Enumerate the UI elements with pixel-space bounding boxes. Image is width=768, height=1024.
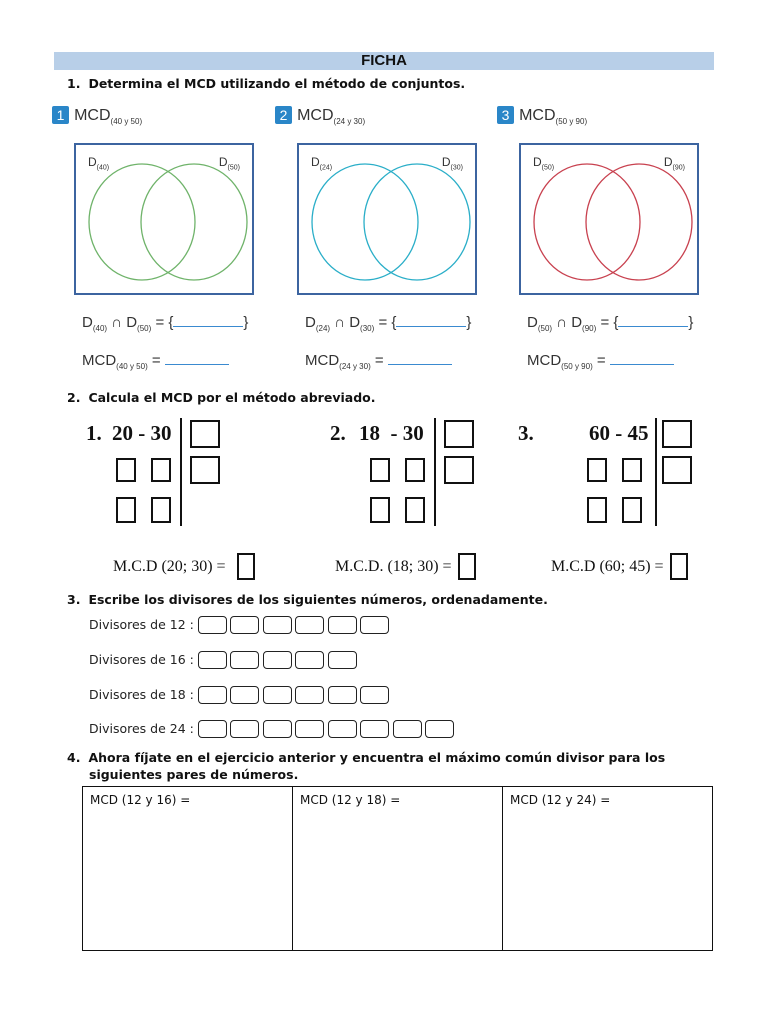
mcd-heading bbox=[519, 107, 588, 127]
divisor-box[interactable] bbox=[198, 720, 227, 738]
intersection-answer-blank[interactable] bbox=[618, 314, 688, 327]
divisors-row bbox=[89, 649, 360, 669]
venn-circles bbox=[521, 145, 697, 293]
set-circle-right[interactable] bbox=[586, 164, 692, 280]
divisors-row bbox=[89, 718, 458, 738]
divisors-row bbox=[89, 614, 393, 634]
set-letter: D bbox=[527, 314, 538, 331]
answer-cell-mcd-12-24[interactable] bbox=[503, 787, 713, 951]
set-letter: D bbox=[349, 314, 361, 331]
exercise-numbers bbox=[589, 421, 649, 446]
intersection-answer-blank[interactable] bbox=[396, 314, 466, 327]
mcd-heading bbox=[74, 107, 143, 127]
set-circle-left[interactable] bbox=[89, 164, 195, 280]
set-letter: D bbox=[311, 155, 320, 169]
divisor-box[interactable] bbox=[295, 651, 324, 669]
divisor-box[interactable] bbox=[393, 720, 422, 738]
divisors-row bbox=[89, 684, 393, 704]
answer-box[interactable] bbox=[116, 458, 136, 482]
divisor-box[interactable] bbox=[295, 686, 324, 704]
intersection-answer-blank[interactable] bbox=[173, 314, 243, 327]
venn-circles bbox=[299, 145, 475, 293]
divisors-label: Divisores de 24 : bbox=[89, 721, 194, 736]
exercise-label: 1. bbox=[86, 421, 102, 445]
number-badge: 2 bbox=[275, 106, 292, 124]
exercise-label: 2. bbox=[330, 421, 346, 445]
venn-diagram bbox=[74, 143, 254, 295]
divisor-box[interactable] bbox=[230, 616, 259, 634]
mcd-text: MCD bbox=[305, 352, 340, 369]
equals-sign: = bbox=[151, 352, 161, 369]
mcd-result-box[interactable] bbox=[670, 553, 688, 580]
answer-box[interactable] bbox=[190, 456, 220, 484]
question-1 bbox=[67, 76, 465, 91]
mcd-text: MCD bbox=[74, 107, 111, 124]
divisors-label: Divisores de 18 : bbox=[89, 687, 194, 702]
set-subscript: (90) bbox=[672, 164, 685, 172]
set-subscript: (24) bbox=[319, 164, 333, 172]
question-1-text: Determina el MCD utilizando el método de conjuntos. bbox=[88, 76, 466, 91]
closing-brace: } bbox=[243, 314, 249, 331]
answer-box[interactable] bbox=[405, 458, 425, 482]
answer-box[interactable] bbox=[587, 458, 607, 482]
intersection-symbol: ∩ bbox=[334, 314, 346, 331]
mcd-answer-blank[interactable] bbox=[388, 354, 452, 365]
divisor-box[interactable] bbox=[263, 616, 292, 634]
divisor-box[interactable] bbox=[328, 686, 357, 704]
exercise-label: 3. bbox=[518, 421, 534, 445]
number-badge: 1 bbox=[52, 106, 69, 124]
intersection-formula bbox=[527, 314, 693, 333]
answer-box[interactable] bbox=[190, 420, 220, 448]
number-b: 30 bbox=[402, 421, 424, 445]
number-badge: 3 bbox=[497, 106, 514, 124]
number-b: 30 bbox=[150, 421, 172, 445]
closing-brace: } bbox=[466, 314, 472, 331]
intersection-formula bbox=[82, 314, 248, 333]
equals-brace: = { bbox=[155, 314, 174, 331]
set-circle-left[interactable] bbox=[312, 164, 418, 280]
set-letter: D bbox=[88, 155, 97, 169]
divisor-boxes bbox=[198, 649, 361, 668]
mcd-result-formula bbox=[527, 352, 674, 371]
divisor-box[interactable] bbox=[198, 686, 227, 704]
set-subscript: (40) bbox=[96, 164, 110, 172]
answer-box[interactable] bbox=[151, 497, 171, 523]
set-letter: D bbox=[82, 314, 93, 331]
answer-box[interactable] bbox=[370, 458, 390, 482]
equals-sign: = bbox=[374, 352, 384, 369]
set-subscript: (50) bbox=[537, 324, 553, 333]
set-subscript: (50) bbox=[137, 324, 152, 333]
answer-cell-mcd-12-16[interactable] bbox=[83, 787, 293, 951]
mcd-subscript: (50 y 90) bbox=[555, 117, 588, 127]
cell-label: MCD (12 y 18) = bbox=[300, 793, 401, 807]
answer-box[interactable] bbox=[151, 458, 171, 482]
question-4 bbox=[67, 750, 665, 765]
exercise-header bbox=[497, 105, 587, 126]
set-letter: D bbox=[218, 155, 228, 169]
answer-box[interactable] bbox=[370, 497, 390, 523]
set-subscript: (40) bbox=[92, 324, 108, 333]
answer-box[interactable] bbox=[622, 497, 642, 523]
venn-diagram bbox=[297, 143, 477, 295]
question-4-line2: siguientes pares de números. bbox=[89, 767, 299, 782]
mcd-result-label: M.C.D (60; 45) = bbox=[551, 558, 664, 575]
set-subscript: (24) bbox=[315, 324, 331, 333]
divisor-box[interactable] bbox=[198, 651, 227, 669]
set-letter: D bbox=[126, 314, 138, 331]
division-line bbox=[434, 418, 436, 526]
venn-diagram bbox=[519, 143, 699, 295]
divisors-label: Divisores de 16 : bbox=[89, 652, 194, 667]
divisor-box[interactable] bbox=[425, 720, 454, 738]
answer-box[interactable] bbox=[622, 458, 642, 482]
set-subscript: (50) bbox=[227, 164, 240, 172]
answer-cell-mcd-12-18[interactable] bbox=[293, 787, 503, 951]
set-letter: D bbox=[305, 314, 316, 331]
exercise-numbers bbox=[112, 421, 172, 446]
mcd-answer-blank[interactable] bbox=[165, 354, 229, 365]
equals-brace: = { bbox=[378, 314, 397, 331]
equals-sign: = bbox=[596, 352, 606, 369]
divisor-box[interactable] bbox=[230, 651, 259, 669]
divisor-box[interactable] bbox=[295, 720, 324, 738]
mcd-result-box[interactable] bbox=[458, 553, 476, 580]
cell-label: MCD (12 y 16) = bbox=[90, 793, 191, 807]
intersection-symbol: ∩ bbox=[556, 314, 568, 331]
set-letter: D bbox=[441, 155, 451, 169]
question-3-number: 3. bbox=[67, 592, 81, 607]
dash: - bbox=[138, 421, 146, 445]
divisor-box[interactable] bbox=[230, 720, 259, 738]
page-title: FICHA bbox=[54, 52, 714, 70]
division-line bbox=[655, 418, 657, 526]
divisor-box[interactable] bbox=[230, 686, 259, 704]
divisor-box[interactable] bbox=[263, 686, 292, 704]
set-subscript: (30) bbox=[360, 324, 375, 333]
divisor-boxes bbox=[198, 684, 393, 703]
intersection-formula bbox=[305, 314, 471, 333]
mcd-text: MCD bbox=[519, 107, 556, 124]
answer-box[interactable] bbox=[587, 497, 607, 523]
cell-label: MCD (12 y 24) = bbox=[510, 793, 611, 807]
divisor-box[interactable] bbox=[263, 651, 292, 669]
question-1-number: 1. bbox=[67, 76, 81, 91]
set-letter: D bbox=[571, 314, 583, 331]
divisor-box[interactable] bbox=[198, 616, 227, 634]
mcd-result-formula bbox=[305, 352, 452, 371]
set-letter: D bbox=[533, 155, 542, 169]
question-2 bbox=[67, 390, 375, 405]
question-4-text-line1: Ahora fíjate en el ejercicio anterior y encuentra el máximo común divisor para los bbox=[88, 750, 666, 765]
venn-circles bbox=[76, 145, 252, 293]
divisor-box[interactable] bbox=[328, 651, 357, 669]
mcd-answer-table bbox=[82, 786, 713, 951]
divisor-box[interactable] bbox=[328, 720, 357, 738]
set-subscript: (90) bbox=[582, 324, 597, 333]
closing-brace: } bbox=[688, 314, 694, 331]
intersection-symbol: ∩ bbox=[111, 314, 123, 331]
division-line bbox=[180, 418, 182, 526]
answer-box[interactable] bbox=[662, 420, 692, 448]
mcd-result-label: M.C.D. (18; 30) = bbox=[335, 558, 452, 575]
divisor-boxes bbox=[198, 614, 393, 633]
mcd-subscript: (40 y 50) bbox=[116, 362, 148, 371]
number-a: 20 bbox=[112, 421, 133, 445]
divisor-box[interactable] bbox=[328, 616, 357, 634]
divisor-box[interactable] bbox=[295, 616, 324, 634]
set-subscript: (30) bbox=[450, 164, 463, 172]
dash: - bbox=[615, 421, 623, 445]
answer-box[interactable] bbox=[405, 497, 425, 523]
number-b: 45 bbox=[627, 421, 649, 445]
divisor-boxes bbox=[198, 718, 458, 737]
mcd-heading bbox=[297, 107, 366, 127]
mcd-subscript: (40 y 50) bbox=[110, 117, 143, 127]
answer-box[interactable] bbox=[444, 456, 474, 484]
set-circle-right[interactable] bbox=[364, 164, 470, 280]
set-subscript: (50) bbox=[541, 164, 555, 172]
divisor-box[interactable] bbox=[360, 720, 389, 738]
divisor-box[interactable] bbox=[360, 686, 389, 704]
divisor-box[interactable] bbox=[360, 616, 389, 634]
mcd-text: MCD bbox=[297, 107, 334, 124]
question-2-text: Calcula el MCD por el método abreviado. bbox=[88, 390, 376, 405]
set-letter: D bbox=[663, 155, 673, 169]
mcd-result-label: M.C.D (20; 30) = bbox=[113, 558, 226, 575]
set-circle-left[interactable] bbox=[534, 164, 640, 280]
divisors-label: Divisores de 12 : bbox=[89, 617, 194, 632]
mcd-subscript: (24 y 30) bbox=[333, 117, 366, 127]
divisor-box[interactable] bbox=[263, 720, 292, 738]
question-2-number: 2. bbox=[67, 390, 81, 405]
question-4-number: 4. bbox=[67, 750, 81, 765]
exercise-numbers bbox=[359, 421, 424, 446]
mcd-text: MCD bbox=[527, 352, 562, 369]
answer-box[interactable] bbox=[662, 456, 692, 484]
answer-box[interactable] bbox=[444, 420, 474, 448]
set-circle-right[interactable] bbox=[141, 164, 247, 280]
mcd-result-box[interactable] bbox=[237, 553, 255, 580]
number-a: 60 bbox=[589, 421, 610, 445]
mcd-text: MCD bbox=[82, 352, 117, 369]
number-a: 18 bbox=[359, 421, 380, 445]
answer-box[interactable] bbox=[116, 497, 136, 523]
question-3-text: Escribe los divisores de los siguientes números, ordenadamente. bbox=[88, 592, 548, 607]
mcd-answer-blank[interactable] bbox=[610, 354, 674, 365]
mcd-subscript: (50 y 90) bbox=[561, 362, 593, 371]
mcd-result-formula bbox=[82, 352, 229, 371]
dash: - bbox=[390, 421, 398, 445]
exercise-header bbox=[275, 105, 365, 126]
equals-brace: = { bbox=[600, 314, 619, 331]
exercise-header bbox=[52, 105, 142, 126]
mcd-subscript: (24 y 30) bbox=[339, 362, 371, 371]
question-3 bbox=[67, 592, 548, 607]
